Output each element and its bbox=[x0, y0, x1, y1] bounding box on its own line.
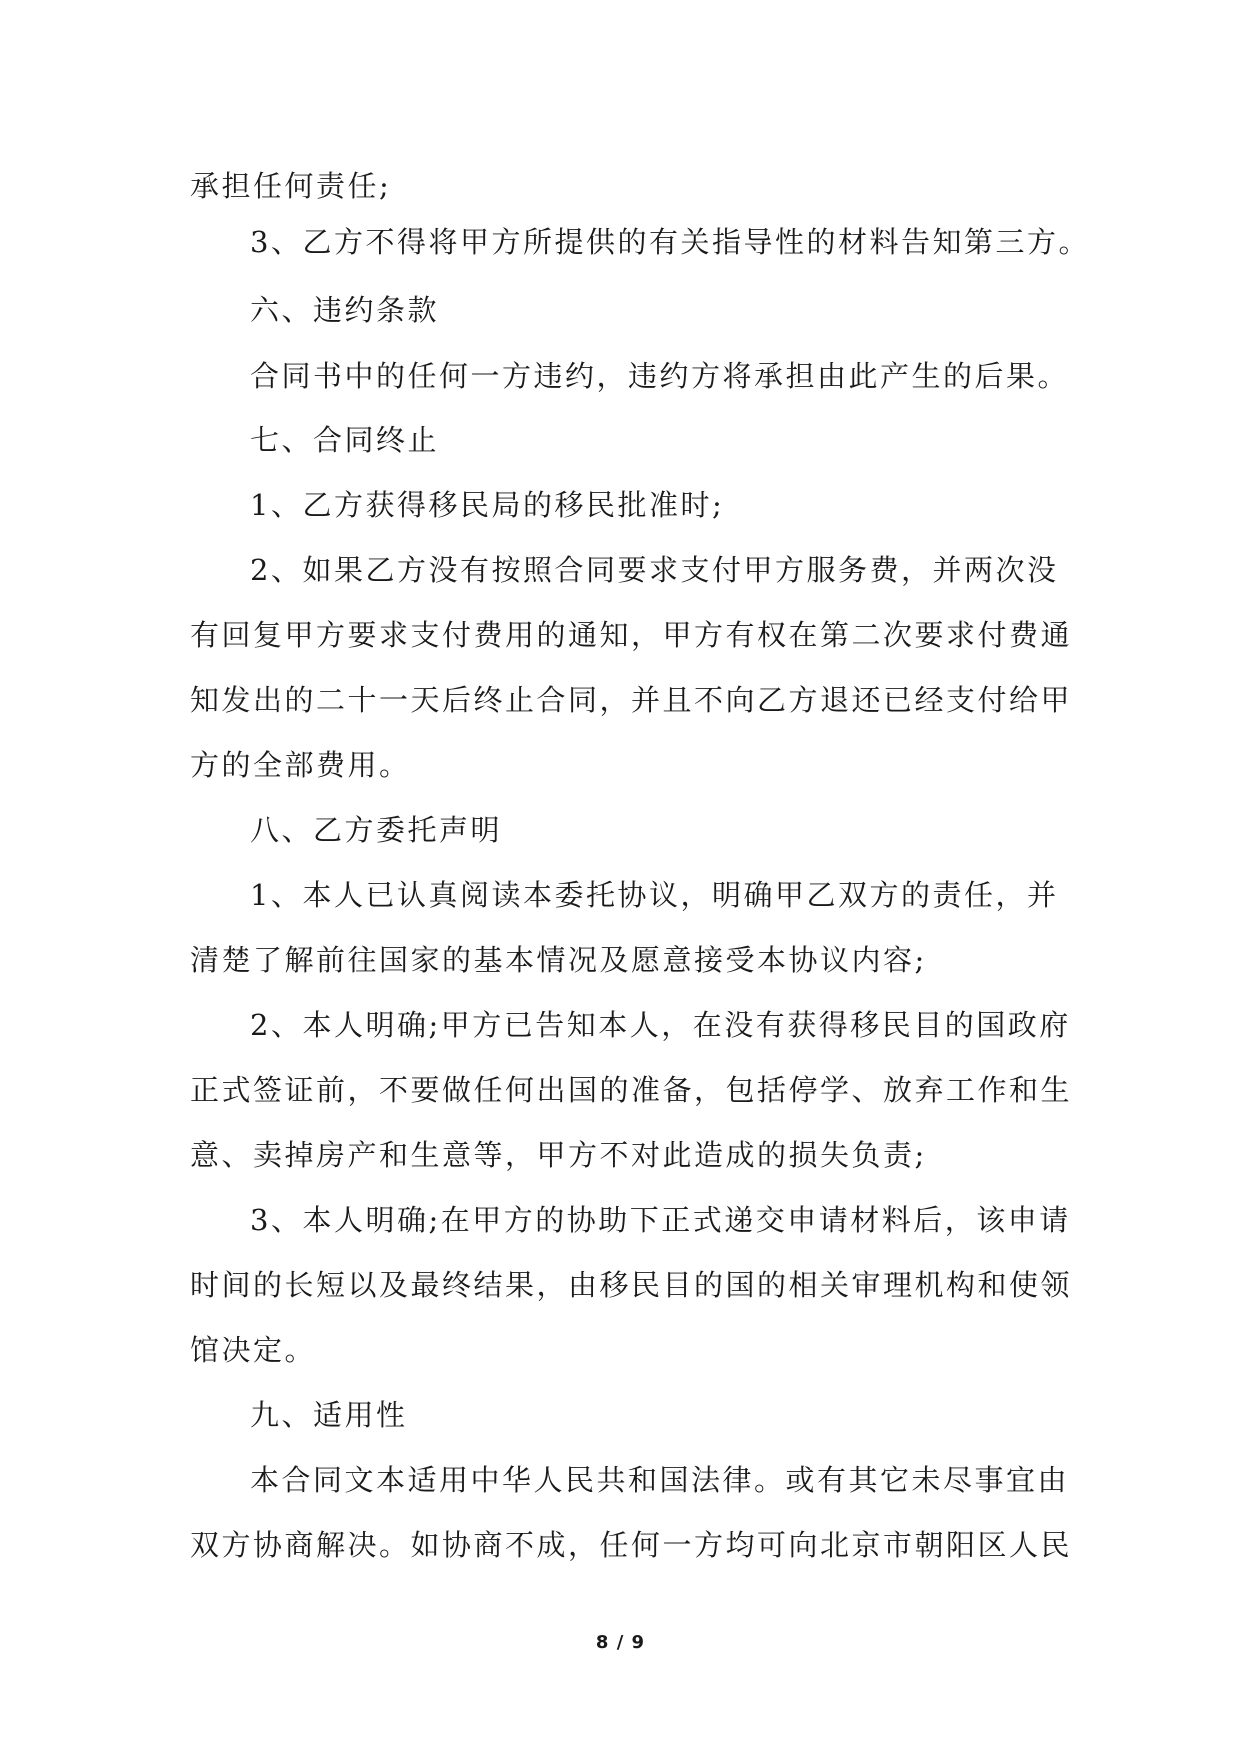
text-line: 2、本人明确;甲方已告知本人，在没有获得移民目的国政府 bbox=[250, 1008, 1071, 1042]
text-line: 合同书中的任何一方违约，违约方将承担由此产生的后果。 bbox=[250, 359, 1070, 393]
text-line: 2、如果乙方没有按照合同要求支付甲方服务费，并两次没 bbox=[250, 553, 1059, 587]
text-line: 3、本人明确;在甲方的协助下正式递交申请材料后，该申请 bbox=[250, 1203, 1071, 1237]
text-line: 时间的长短以及最终结果，由移民目的国的相关审理机构和使领 bbox=[190, 1268, 1073, 1302]
text-line: 3、乙方不得将甲方所提供的有关指导性的材料告知第三方。 bbox=[250, 225, 1090, 259]
text-line: 承担任何责任; bbox=[190, 169, 392, 203]
text-line: 清楚了解前往国家的基本情况及愿意接受本协议内容; bbox=[190, 943, 927, 977]
text-line: 双方协商解决。如协商不成，任何一方均可向北京市朝阳区人民 bbox=[190, 1528, 1073, 1562]
page-number: 8 / 9 bbox=[595, 1632, 646, 1653]
text-line: 意、卖掉房产和生意等，甲方不对此造成的损失负责; bbox=[190, 1138, 927, 1172]
section-heading: 六、违约条款 bbox=[250, 293, 440, 327]
text-line: 馆决定。 bbox=[190, 1333, 317, 1367]
text-line: 方的全部费用。 bbox=[190, 748, 411, 782]
text-line: 本合同文本适用中华人民共和国法律。或有其它未尽事宜由 bbox=[250, 1463, 1070, 1497]
text-line: 知发出的二十一天后终止合同，并且不向乙方退还已经支付给甲 bbox=[190, 683, 1073, 717]
section-heading: 八、乙方委托声明 bbox=[250, 813, 503, 847]
text-line: 有回复甲方要求支付费用的通知，甲方有权在第二次要求付费通 bbox=[190, 618, 1073, 652]
text-line: 正式签证前，不要做任何出国的准备，包括停学、放弃工作和生 bbox=[190, 1073, 1073, 1107]
text-line: 1、乙方获得移民局的移民批准时; bbox=[250, 488, 725, 522]
section-heading: 七、合同终止 bbox=[250, 423, 440, 457]
text-line: 1、本人已认真阅读本委托协议，明确甲乙双方的责任，并 bbox=[250, 878, 1059, 912]
section-heading: 九、适用性 bbox=[250, 1398, 408, 1432]
